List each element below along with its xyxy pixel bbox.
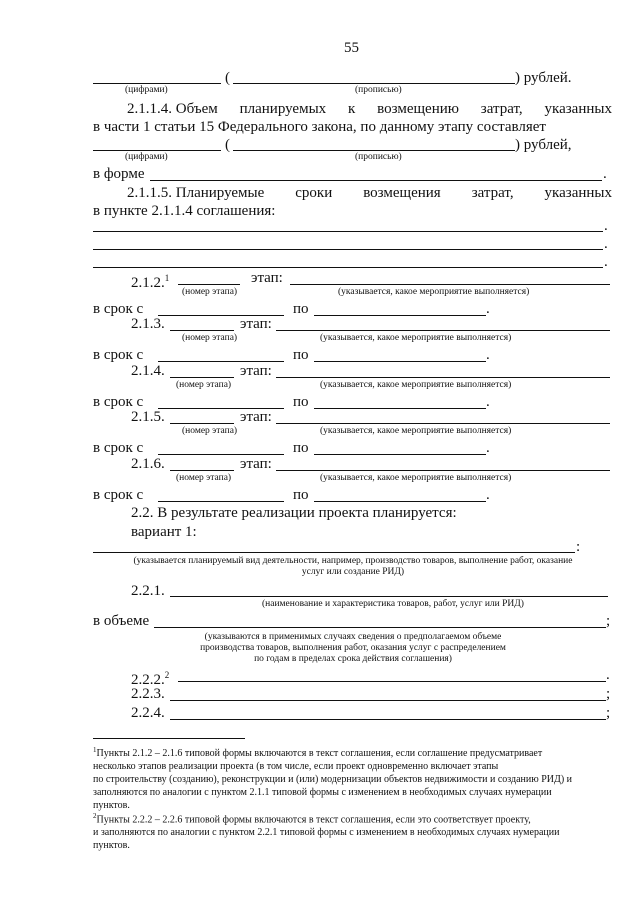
stage-5-to-line — [314, 454, 486, 455]
stage-5-etap: этап: — [240, 409, 272, 425]
stage-4-label-num: (номер этапа) — [176, 380, 232, 390]
volume-label-3: по годам в пределах срока действия соглашения) — [254, 654, 452, 664]
volume-semicolon: ; — [606, 613, 611, 629]
volume-label-2: производства товаров, выполнения работ, оказания услуг с распределением — [200, 643, 506, 653]
item-224-line — [170, 719, 606, 720]
stage-4-etap: этап: — [240, 363, 272, 379]
terms-line-2 — [93, 249, 603, 250]
para-2114-line1: 2.1.1.4. Объем планируемых к возмещению затрат, указанных — [127, 101, 612, 117]
stage-2-label-event: (указывается, какое мероприятие выполняется) — [338, 287, 530, 297]
item-224: 2.2.4. — [131, 705, 165, 721]
footnote-1-line-3: по строительству (созданию), реконструкции и (или) модернизации объектов недвижимости и созданию РИД) и — [93, 774, 573, 786]
activity-label-2: услуг или создание РИД) — [301, 567, 405, 577]
item-224-end: ; — [606, 705, 611, 721]
stage-6-from-line — [158, 501, 284, 502]
amount2-digits-line — [93, 150, 221, 151]
stage-5-dot: . — [486, 440, 490, 456]
item-222-line — [178, 681, 606, 682]
label-digits-2: (цифрами) — [125, 152, 168, 162]
stage-4-to-line — [314, 408, 486, 409]
page-number: 55 — [344, 40, 359, 56]
terms-dot-2: . — [604, 236, 608, 252]
in-form-label: в форме — [93, 166, 145, 182]
volume-line — [154, 627, 606, 628]
footnote-1-line-2: несколько этапов реализации проекта (в том числе, если проект одновременно включает этапы — [93, 761, 499, 773]
stage-6-etap: этап: — [240, 456, 272, 472]
stage-3-number: 2.1.3. — [131, 316, 165, 332]
stage-2-dot: . — [486, 301, 490, 317]
footnote-1-line-4: заполняются по аналогии с пунктом 2.1.1 типовой формы с изменением в необходимых случаях нумерации — [93, 787, 552, 799]
stage-3-label-num: (номер этапа) — [182, 333, 238, 343]
volume-label: в объеме — [93, 613, 150, 629]
volume-label-1: (указываются в применимых случаях сведения о предполагаемом объеме — [204, 632, 502, 642]
stage-3-etap: этап: — [240, 316, 272, 332]
stage-3-dot: . — [486, 347, 490, 363]
section-22-heading: 2.2. В результате реализации проекта планируется: — [131, 505, 457, 521]
open-paren: ( — [225, 70, 230, 86]
stage-6-event-line — [276, 470, 610, 471]
terms-line-3 — [93, 267, 603, 268]
stage-4-term-label: в срок с — [93, 394, 144, 410]
item-223-line — [170, 700, 606, 701]
stage-4-num-line — [170, 377, 234, 378]
stage-6-num-line — [170, 470, 234, 471]
item-221: 2.2.1. — [131, 583, 165, 599]
activity-label-1: (указывается планируемый вид деятельности, например, производство товаров, выполнение работ, оказание — [133, 556, 573, 566]
para-2114-line2: в части 1 статьи 15 Федерального закона, по данному этапу составляет — [93, 119, 546, 135]
stage-3-to-line — [314, 361, 486, 362]
label-digits: (цифрами) — [125, 85, 168, 95]
stage-2-po: по — [293, 301, 309, 317]
para-2115-line1: 2.1.1.5. Планируемые сроки возмещения затрат, указанных — [127, 185, 612, 201]
stage-5-label-event: (указывается, какое мероприятие выполняется) — [320, 426, 512, 436]
stage-4-po: по — [293, 394, 309, 410]
variant-label: вариант 1: — [131, 524, 197, 540]
stage-4-event-line — [276, 377, 610, 378]
footnote-1-line-5: пунктов. — [93, 800, 130, 812]
stage-2-num-line — [178, 284, 240, 285]
rubles-text: ) рублей. — [515, 70, 572, 86]
terms-line-1 — [93, 231, 603, 232]
activity-line — [93, 552, 575, 553]
stage-5-num-line — [170, 423, 234, 424]
stage-5-event-line — [276, 423, 610, 424]
footnote-1 — [93, 744, 613, 812]
amount-digits-line — [93, 83, 221, 84]
item-221-line — [170, 596, 608, 597]
footnote-2-line-3: пунктов. — [93, 840, 130, 852]
stage-2-term-label: в срок с — [93, 301, 144, 317]
stage-6-to-line — [314, 501, 486, 502]
item-223-end: ; — [606, 686, 611, 702]
stage-6-number: 2.1.6. — [131, 456, 165, 472]
footnote-separator — [93, 738, 245, 739]
stage-4-label-event: (указывается, какое мероприятие выполняется) — [320, 380, 512, 390]
stage-4-dot: . — [486, 394, 490, 410]
stage-3-po: по — [293, 347, 309, 363]
stage-2-label-num: (номер этапа) — [182, 287, 238, 297]
stage-5-from-line — [158, 454, 284, 455]
rubles-text-2: ) рублей, — [515, 137, 572, 153]
stage-5-po: по — [293, 440, 309, 456]
open-paren-2: ( — [225, 137, 230, 153]
terms-dot-3: . — [604, 254, 608, 270]
label-words: (прописью) — [355, 85, 402, 95]
stage-3-num-line — [170, 330, 234, 331]
stage-3-label-event: (указывается, какое мероприятие выполняется) — [320, 333, 512, 343]
stage-6-label-num: (номер этапа) — [176, 473, 232, 483]
stage-2-event-line — [290, 284, 610, 285]
stage-2-etap: этап: — [251, 270, 283, 286]
stage-5-number: 2.1.5. — [131, 409, 165, 425]
stage-2-number: 2.1.2.$^1$ — [131, 273, 170, 291]
terms-dot-1: . — [604, 218, 608, 234]
stage-3-from-line — [158, 361, 284, 362]
item-222: 2.2.2.$^2$ — [131, 670, 170, 688]
label-words-2: (прописью) — [355, 152, 402, 162]
item-222-end: . — [606, 667, 610, 683]
footnote-2-line-1: $^2$Пункты 2.2.2 – 2.2.6 типовой формы включаются в текст соглашения, если это соответствует проекту, — [93, 812, 531, 826]
stage-5-label-num: (номер этапа) — [182, 426, 238, 436]
footnote-2-line-2: и заполняются по аналогии с пунктом 2.2.1 типовой формы с изменением в необходимых случаях нумерации — [93, 827, 560, 839]
stage-6-po: по — [293, 487, 309, 503]
amount-words-line — [233, 83, 515, 84]
form-line — [150, 180, 602, 181]
stage-6-term-label: в срок с — [93, 487, 144, 503]
item-223: 2.2.3. — [131, 686, 165, 702]
stage-3-term-label: в срок с — [93, 347, 144, 363]
footnote-2 — [93, 810, 613, 852]
stage-4-number: 2.1.4. — [131, 363, 165, 379]
stage-6-dot: . — [486, 487, 490, 503]
stage-2-to-line — [314, 315, 486, 316]
activity-colon: : — [576, 539, 581, 555]
footnote-1-line-1: $^1$Пункты 2.1.2 – 2.1.6 типовой формы включаются в текст соглашения, если соглашение предусматривает — [93, 746, 543, 760]
stage-6-label-event: (указывается, какое мероприятие выполняется) — [320, 473, 512, 483]
para-2115-line2: в пункте 2.1.1.4 соглашения: — [93, 203, 276, 219]
item-221-label: (наименование и характеристика товаров, работ, услуг или РИД) — [262, 599, 524, 609]
amount2-words-line — [233, 150, 515, 151]
stage-3-event-line — [276, 330, 610, 331]
form-dot: . — [603, 166, 607, 182]
stage-5-term-label: в срок с — [93, 440, 144, 456]
